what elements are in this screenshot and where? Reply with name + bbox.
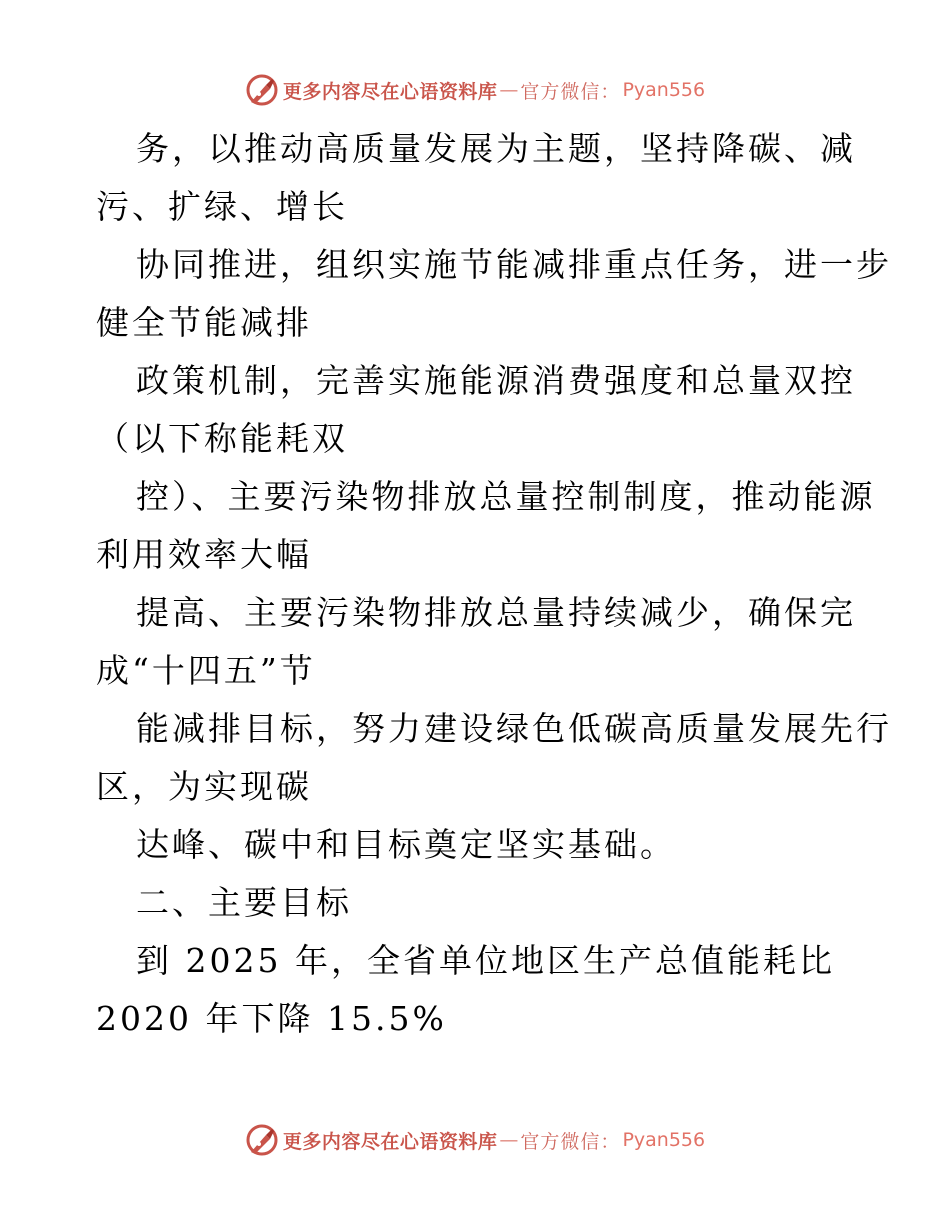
- footer-watermark-text: [283, 1127, 705, 1154]
- text-line: 务，以推动高质量发展为主题，坚持降碳、减: [136, 129, 856, 168]
- text-line: 达峰、碳中和目标奠定坚实基础。: [136, 825, 676, 864]
- watermark-wechat-label: 官方微信：: [520, 1130, 621, 1153]
- header-watermark: [0, 70, 950, 110]
- footer-watermark: [0, 1120, 950, 1160]
- watermark-wechat-label: 官方微信：: [520, 80, 621, 103]
- watermark-wechat-id: Pyan556: [622, 79, 706, 101]
- text-line: 协同推进，组织实施节能减排重点任务，进一步: [136, 245, 892, 284]
- document-body: [96, 120, 892, 1048]
- text-line: 到 2025 年，全省单位地区生产总值能耗比: [136, 941, 835, 980]
- text-line: 2020 年下降 15.5%: [96, 999, 447, 1038]
- section-heading: 二、主要目标: [136, 883, 352, 922]
- text-line: 能减排目标，努力建设绿色低碳高质量发展先行: [136, 709, 892, 748]
- watermark-site-name: 更多内容尽在心语资料库: [282, 1130, 498, 1153]
- watermark-wechat-id: Pyan556: [622, 1129, 706, 1151]
- text-line: 健全节能减排: [96, 303, 312, 342]
- text-line: 成“十四五”节: [96, 651, 316, 690]
- watermark-dash: —: [499, 79, 519, 101]
- fountain-pen-logo-icon: [245, 73, 279, 107]
- text-line: 控）、主要污染物排放总量控制制度，推动能源: [136, 477, 876, 516]
- text-line: 利用效率大幅: [96, 535, 312, 574]
- text-line: （以下称能耗双: [96, 419, 348, 458]
- text-line: 区，为实现碳: [96, 767, 312, 806]
- text-line: 政策机制，完善实施能源消费强度和总量双控: [136, 361, 856, 400]
- header-watermark-text: [283, 77, 705, 104]
- watermark-site-name: 更多内容尽在心语资料库: [282, 80, 498, 103]
- text-line: 污、扩绿、增长: [96, 187, 348, 226]
- text-line: 提高、主要污染物排放总量持续减少，确保完: [136, 593, 856, 632]
- fountain-pen-logo-icon: [245, 1123, 279, 1157]
- watermark-dash: —: [499, 1129, 519, 1151]
